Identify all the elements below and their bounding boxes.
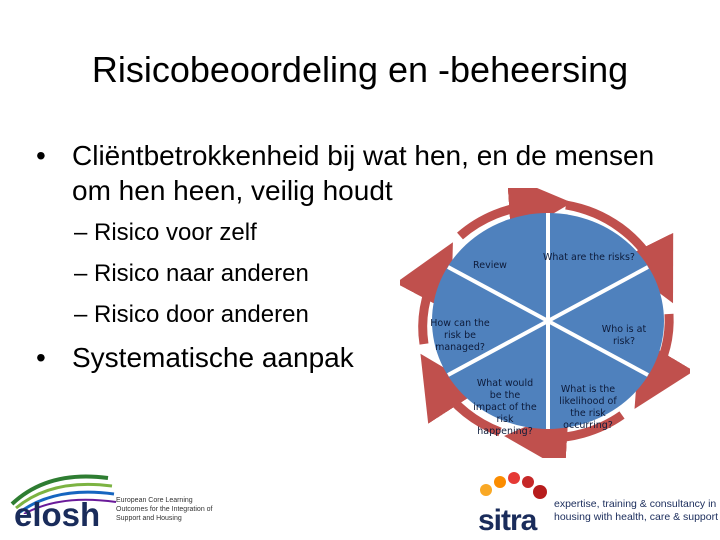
bullet-symbol: • — [36, 140, 46, 171]
sitra-description: expertise, training & consultancy in housing with health, care & support — [554, 498, 719, 523]
segment-likelihood: What is the likelihood of the risk occurring? — [559, 384, 617, 431]
segment-who-is-at-risk: Who is at risk? — [601, 324, 647, 347]
sub-bullet-list — [74, 212, 309, 335]
sub-bullet-item: – Risico door anderen — [74, 301, 309, 328]
segment-what-are-the-risks: What are the risks? — [543, 252, 635, 263]
sub-bullet-item: – Risico voor zelf — [74, 219, 257, 246]
sitra-wordmark: sitra — [478, 504, 537, 537]
sitra-dots-icon — [474, 468, 554, 508]
segment-how-managed: How can the risk be managed? — [430, 318, 490, 353]
bullet-systematic-approach — [36, 340, 354, 375]
elosh-wordmark: elosh — [14, 496, 101, 533]
segment-impact: What would be the impact of the risk happening? — [473, 378, 537, 437]
elosh-description: European Core Learning Outcomes for the Integration of Support and Housing — [116, 497, 213, 522]
elosh-logo-block — [8, 464, 228, 536]
bullet-text: Cliëntbetrokkenheid bij wat hen, en de mensen om hen heen, veilig houdt — [72, 140, 655, 206]
sub-bullet-item: – Risico naar anderen — [74, 260, 309, 287]
risk-cycle-diagram — [400, 188, 690, 458]
bullet-text: Systematische aanpak — [72, 342, 354, 373]
slide-title: Risicobeoordeling en -beheersing — [91, 49, 629, 90]
sitra-logo-block — [474, 468, 720, 540]
segment-review: Review — [473, 260, 507, 271]
bullet-symbol: • — [36, 342, 46, 373]
